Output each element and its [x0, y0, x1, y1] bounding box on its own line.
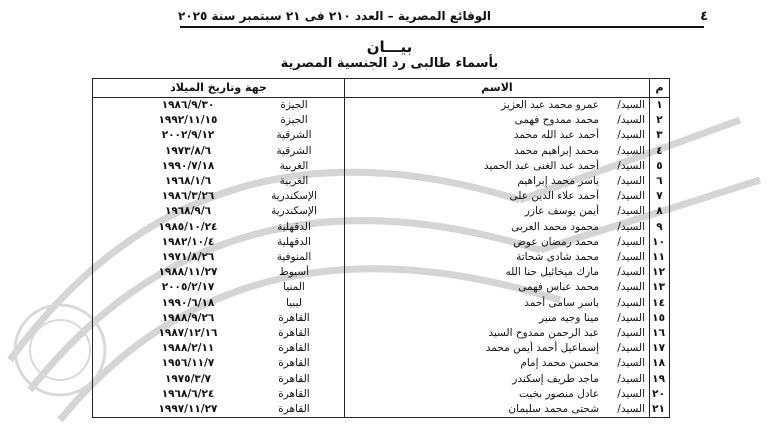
applicant-name: شحتى محمد سليمان	[508, 403, 599, 416]
row-number: ٩	[650, 220, 670, 235]
applicant-name-cell	[345, 280, 650, 295]
row-number: ١٥	[650, 311, 670, 326]
page-number: ٤	[700, 8, 708, 24]
row-number: ٢٠	[650, 387, 670, 402]
birth-info-cell	[93, 159, 345, 174]
birth-date: ١٩٨٧/١٢/١٦	[158, 327, 218, 340]
row-number: ٦	[650, 174, 670, 189]
row-number: ١٤	[650, 296, 670, 311]
birth-info-cell	[93, 204, 345, 219]
honorific: السيد/	[617, 403, 645, 416]
honorific: السيد/	[617, 175, 645, 188]
header-birth-info: جهة وتاريخ الميلاد	[93, 79, 345, 98]
birth-info-cell	[93, 326, 345, 341]
table-row	[93, 144, 670, 159]
birth-date: ١٩٩٠/٦/١٨	[161, 296, 215, 309]
row-number: ١٠	[650, 235, 670, 250]
applicant-name: ياسر محمد إبراهيم	[517, 175, 599, 188]
birth-date: ١٩٦٨/٩/٦	[164, 205, 212, 218]
applicant-name: مينا وجيه منير	[539, 311, 599, 324]
applicant-name: أحمد عبد الغنى عبد الحميد	[484, 159, 599, 172]
applicant-name: أحمد علاء الدين على	[509, 190, 599, 203]
honorific: السيد/	[617, 251, 645, 264]
row-number: ١٣	[650, 280, 670, 295]
applicant-name-cell	[345, 220, 650, 235]
birth-date: ١٩٨٢/١٠/٤	[161, 235, 215, 248]
applicant-name: ياسر سامى أحمد	[524, 296, 599, 309]
table-row	[93, 372, 670, 387]
birth-info-cell	[93, 341, 345, 356]
table-row	[93, 341, 670, 356]
birth-date: ١٩٦٨/٦/٢٤	[161, 387, 215, 400]
applicant-name-cell	[345, 174, 650, 189]
birth-date: ١٩٧١/٨/٢٦	[161, 251, 215, 264]
applicant-name-cell	[345, 372, 650, 387]
applicant-name: محمد رمضان عوض	[513, 235, 599, 248]
honorific: السيد/	[617, 159, 645, 172]
honorific: السيد/	[617, 357, 645, 370]
birth-place: القاهرة	[278, 403, 310, 416]
header-number: م	[650, 79, 670, 98]
birth-place: الجيزة	[280, 99, 308, 111]
applicant-name: ماجد طريف إسكندر	[512, 372, 599, 385]
row-number: ٨	[650, 204, 670, 219]
birth-place: المنوفية	[276, 251, 312, 264]
honorific: السيد/	[617, 190, 645, 203]
birth-info-cell	[93, 265, 345, 280]
table-row	[93, 174, 670, 189]
applicant-name-cell	[345, 356, 650, 371]
applicant-name: عبد الرحمن ممدوح السيد	[488, 327, 599, 340]
table-row	[93, 265, 670, 280]
birth-info-cell	[93, 250, 345, 265]
applicants-table	[92, 78, 670, 418]
birth-date: ٢٠٠٢/٩/١٢	[161, 129, 215, 142]
row-number: ١	[650, 98, 670, 114]
birth-place: الجيزة	[280, 114, 308, 127]
honorific: السيد/	[617, 235, 645, 248]
honorific: السيد/	[617, 144, 645, 157]
honorific: السيد/	[617, 387, 645, 400]
applicant-name: عمرو محمد عبد العزيز	[501, 99, 599, 111]
applicant-name-cell	[345, 387, 650, 402]
table-row	[93, 402, 670, 418]
header-rule	[180, 26, 704, 28]
birth-date: ١٩٥٦/١١/٧	[161, 357, 215, 370]
row-number: ١٦	[650, 326, 670, 341]
applicant-name-cell	[345, 311, 650, 326]
row-number: ١٢	[650, 265, 670, 280]
birth-place: الشرقية	[276, 144, 312, 157]
table-row	[93, 128, 670, 143]
birth-date: ١٩٨٦/٣/٢٦	[161, 190, 215, 203]
birth-date: ١٩٩٧/١١/٢٧	[158, 403, 218, 416]
applicant-name-cell	[345, 402, 650, 418]
birth-place: القاهرة	[278, 327, 310, 340]
birth-date: ١٩٧٥/٣/٧	[164, 372, 212, 385]
birth-place: الدقهلية	[277, 220, 311, 233]
applicant-name-cell	[345, 113, 650, 128]
honorific: السيد/	[617, 342, 645, 355]
header-name: الاسم	[345, 79, 650, 98]
birth-date: ١٩٩٢/١١/١٥	[158, 114, 218, 127]
birth-date: ١٩٨٨/٢/١١	[161, 342, 215, 355]
applicant-name-cell	[345, 265, 650, 280]
applicant-name: محمد إبراهيم محمد	[514, 144, 599, 157]
applicant-name-cell	[345, 128, 650, 143]
birth-date: ١٩٨٨/١١/٢٧	[158, 266, 218, 279]
birth-place: الشرقية	[276, 129, 312, 142]
honorific: السيد/	[617, 220, 645, 233]
applicant-name-cell	[345, 341, 650, 356]
birth-info-cell	[93, 144, 345, 159]
honorific: السيد/	[617, 327, 645, 340]
birth-place: القاهرة	[278, 387, 310, 400]
row-number: ١١	[650, 250, 670, 265]
table-row	[93, 326, 670, 341]
birth-place: الإسكندرية	[271, 190, 317, 203]
table-row	[93, 296, 670, 311]
birth-info-cell	[93, 174, 345, 189]
birth-info-cell	[93, 372, 345, 387]
birth-place: القاهرة	[278, 372, 310, 385]
applicant-name-cell	[345, 296, 650, 311]
birth-info-cell	[93, 128, 345, 143]
applicant-name: عادل منصور بخيت	[518, 387, 599, 400]
applicant-name: محمد ممدوح فهمى	[514, 114, 599, 127]
row-number: ٢	[650, 113, 670, 128]
birth-date: ١٩٨٥/١٠/٢٤	[158, 220, 218, 233]
row-number: ٢١	[650, 402, 670, 418]
birth-info-cell	[93, 402, 345, 418]
applicant-name-cell	[345, 204, 650, 219]
table-row	[93, 98, 670, 114]
birth-place: الغربية	[279, 159, 309, 172]
birth-place: أسيوط	[278, 266, 310, 279]
applicant-name-cell	[345, 189, 650, 204]
honorific: السيد/	[617, 281, 645, 294]
row-number: ٥	[650, 159, 670, 174]
table-header-row	[93, 79, 670, 98]
document-subtitle: بأسماء طالبى رد الجنسية المصرية	[280, 56, 499, 71]
honorific: السيد/	[617, 205, 645, 218]
table-row	[93, 204, 670, 219]
document-title: بيـــان	[366, 38, 413, 56]
applicant-name-cell	[345, 98, 650, 114]
table-row	[93, 311, 670, 326]
honorific: السيد/	[617, 129, 645, 142]
table-row	[93, 356, 670, 371]
table-row	[93, 159, 670, 174]
birth-place: المنيا	[283, 281, 305, 294]
table-row	[93, 113, 670, 128]
birth-info-cell	[93, 235, 345, 250]
birth-info-cell	[93, 98, 345, 114]
row-number: ١٧	[650, 341, 670, 356]
birth-date: ١٩٨٨/٩/٢٦	[161, 311, 215, 324]
birth-date: ١٩٩٠/٧/١٨	[161, 159, 215, 172]
birth-place: القاهرة	[278, 311, 310, 324]
row-number: ١٨	[650, 356, 670, 371]
birth-date: ٢٠٠٥/٢/١٧	[161, 281, 215, 294]
table-row	[93, 280, 670, 295]
applicant-name: محمود محمد العربى	[511, 220, 599, 233]
applicant-name-cell	[345, 159, 650, 174]
applicant-name-cell	[345, 326, 650, 341]
birth-place: الدقهلية	[277, 235, 311, 248]
honorific: السيد/	[617, 372, 645, 385]
running-header	[178, 6, 708, 26]
birth-date: ١٩٦٨/١/٦	[164, 175, 212, 188]
honorific: السيد/	[617, 311, 645, 324]
applicant-name: محمد عباس فهمى	[518, 281, 599, 294]
birth-place: ليبيا	[286, 296, 302, 309]
applicant-name-cell	[345, 235, 650, 250]
applicant-name: إسماعيل أحمد أيمن محمد	[485, 342, 599, 355]
honorific: السيد/	[617, 266, 645, 279]
applicant-name: أيمن يوسف عازر	[524, 205, 599, 218]
honorific: السيد/	[617, 114, 645, 127]
table-row	[93, 220, 670, 235]
row-number: ٣	[650, 128, 670, 143]
applicant-name: أحمد عبد الله محمد	[513, 129, 599, 142]
applicant-name: محمد شادى شحاتة	[516, 251, 599, 264]
table-row	[93, 387, 670, 402]
birth-place: القاهرة	[278, 342, 310, 355]
birth-info-cell	[93, 356, 345, 371]
applicant-name-cell	[345, 144, 650, 159]
birth-info-cell	[93, 189, 345, 204]
birth-info-cell	[93, 220, 345, 235]
birth-place: القاهرة	[278, 357, 310, 370]
row-number: ٤	[650, 144, 670, 159]
applicant-name-cell	[345, 250, 650, 265]
birth-place: الغربية	[279, 175, 309, 188]
birth-date: ١٩٧٣/٨/٦	[164, 144, 212, 157]
gazette-issue-line: الوقائع المصرية – العدد ٢١٠ فى ٢١ سبتمبر سنة ٢٠٢٥	[178, 9, 491, 23]
honorific: السيد/	[617, 99, 645, 111]
table-row	[93, 235, 670, 250]
birth-place: الإسكندرية	[271, 205, 317, 218]
birth-info-cell	[93, 311, 345, 326]
applicant-name: محسن محمد إمام	[520, 357, 599, 370]
row-number: ٧	[650, 189, 670, 204]
table-row	[93, 250, 670, 265]
table-row	[93, 189, 670, 204]
table-body	[93, 98, 670, 418]
birth-info-cell	[93, 280, 345, 295]
row-number: ١٩	[650, 372, 670, 387]
birth-info-cell	[93, 113, 345, 128]
applicant-name: مارك ميخائيل حنا الله	[505, 266, 599, 279]
birth-info-cell	[93, 296, 345, 311]
birth-date: ١٩٨٦/٩/٣٠	[161, 99, 215, 111]
honorific: السيد/	[617, 296, 645, 309]
birth-info-cell	[93, 387, 345, 402]
